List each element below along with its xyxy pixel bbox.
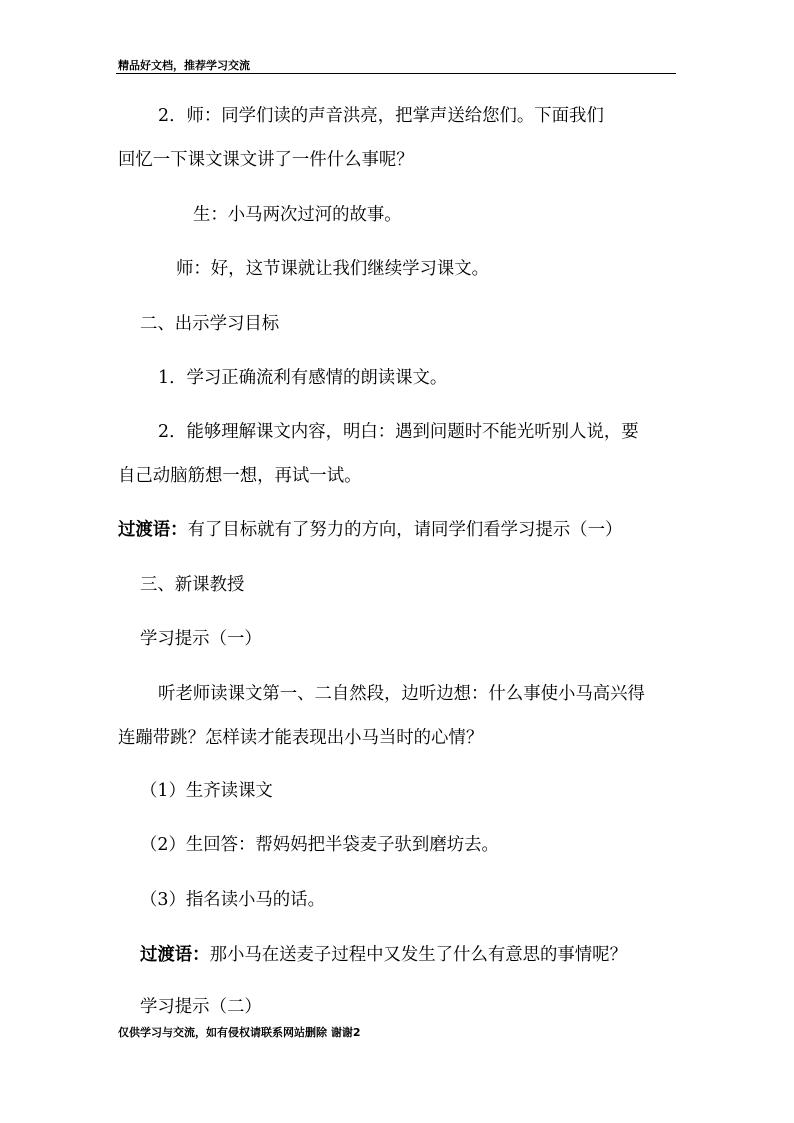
paragraph-line: 师：好，这节课就让我们继续学习课文。 <box>176 259 490 279</box>
paragraph-line: 连蹦带跳？怎样读才能表现出小马当时的心情？ <box>118 728 484 748</box>
step-line: （2）生回答：帮妈妈把半袋麦子驮到磨坊去。 <box>140 835 499 855</box>
subsection-heading: 学习提示（一） <box>140 629 262 649</box>
step-line: （1）生齐读课文 <box>140 781 273 801</box>
paragraph-line: 2．师：同学们读的声音洪亮，把掌声送给您们。下面我们 <box>158 106 604 126</box>
transition-text: 有了目标就有了努力的方向，请同学们看学习提示（一） <box>187 520 623 540</box>
transition-text: 那小马在送麦子过程中又发生了什么有意思的事情呢？ <box>209 945 627 965</box>
step-line: （3）指名读小马的话。 <box>140 890 325 910</box>
paragraph-line: 听老师读课文第一、二自然段，边听边想：什么事使小马高兴得 <box>158 684 645 704</box>
transition-line <box>140 945 627 965</box>
transition-label: 过渡语： <box>140 945 210 965</box>
transition-label: 过渡语： <box>118 520 188 540</box>
paragraph-line: 回忆一下课文课文讲了一件什么事呢？ <box>118 150 414 170</box>
header-text: 精品好文档，推荐学习交流 <box>118 59 250 72</box>
header-divider <box>116 73 676 74</box>
section-heading: 二、出示学习目标 <box>140 314 280 334</box>
paragraph-line: 2．能够理解课文内容，明白：遇到问题时不能光听别人说，要 <box>158 422 639 442</box>
section-heading: 三、新课教授 <box>140 575 245 595</box>
transition-line <box>118 520 622 540</box>
paragraph-line: 1．学习正确流利有感情的朗读课文。 <box>158 368 448 388</box>
paragraph-line: 自己动脑筋想一想，再试一试。 <box>118 466 362 486</box>
page-footer: 仅供学习与交流，如有侵权请联系网站删除 谢谢2 <box>118 1026 361 1039</box>
subsection-heading: 学习提示（二） <box>140 997 262 1017</box>
paragraph-line: 生：小马两次过河的故事。 <box>193 205 402 225</box>
